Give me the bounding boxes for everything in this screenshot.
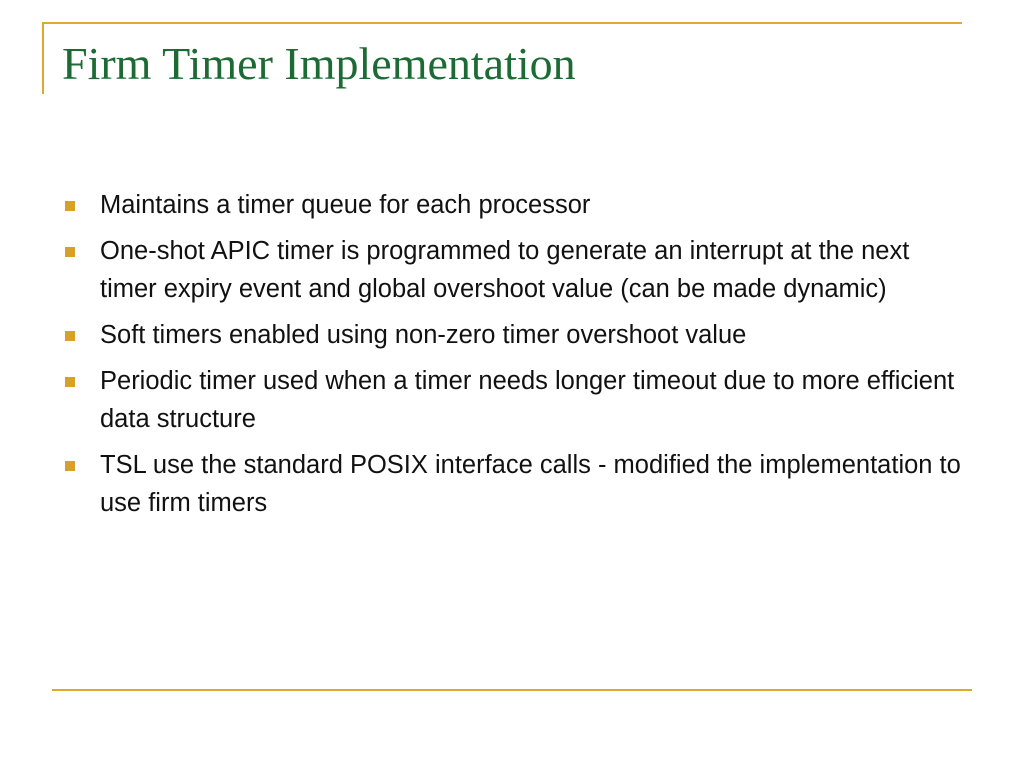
bullet-text: Soft timers enabled using non-zero timer overshoot value: [100, 321, 747, 349]
bullet-text: Periodic timer used when a timer needs longer timeout due to more efficient data structure: [100, 367, 955, 433]
square-bullet-icon: [65, 377, 75, 387]
bullet-text: One-shot APIC timer is programmed to generate an interrupt at the next timer expiry event and global overshoot value (can be made dynamic): [100, 237, 910, 303]
bullet-list: [64, 186, 964, 530]
bullet-item: [64, 316, 964, 354]
title-frame-top-rule: [42, 22, 962, 24]
bullet-item: [64, 362, 964, 438]
bullet-item: [64, 232, 964, 308]
square-bullet-icon: [65, 331, 75, 341]
bottom-divider-rule: [52, 689, 972, 691]
slide-title: Firm Timer Implementation: [62, 38, 576, 89]
bullet-text: TSL use the standard POSIX interface calls - modified the implementation to use firm timers: [100, 451, 961, 517]
title-frame-left-rule: [42, 22, 44, 94]
bullet-item: [64, 186, 964, 224]
square-bullet-icon: [65, 201, 75, 211]
bullet-text: Maintains a timer queue for each processor: [100, 191, 591, 219]
square-bullet-icon: [65, 461, 75, 471]
bullet-item: [64, 446, 964, 522]
square-bullet-icon: [65, 247, 75, 257]
